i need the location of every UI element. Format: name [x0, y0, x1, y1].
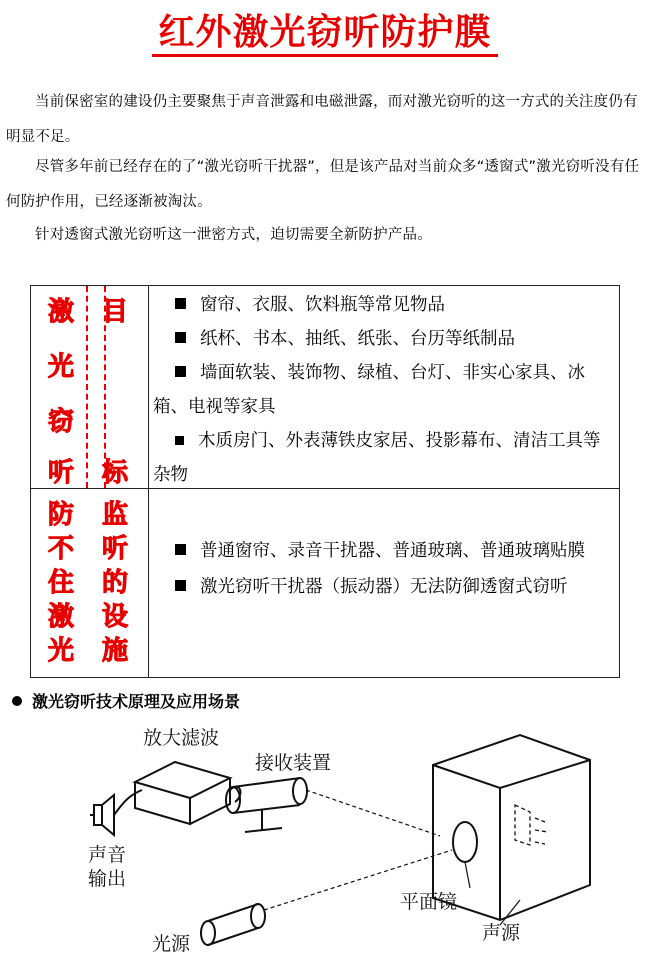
wire-line	[114, 790, 142, 815]
table-column-divider	[148, 286, 149, 677]
list-item	[153, 356, 613, 424]
row1-label-char: 目	[101, 297, 128, 327]
sound-output-label-line1: 声音	[88, 844, 127, 866]
reflected-beam-line	[306, 790, 440, 836]
source-label: 声源	[482, 922, 521, 944]
row2-label-char: 设	[101, 602, 128, 632]
row1-label-char: 标	[101, 458, 128, 488]
square-bullet-icon	[175, 436, 184, 445]
square-bullet-icon	[175, 580, 186, 591]
list-item	[153, 424, 613, 492]
amplifier-box-icon	[135, 762, 230, 824]
row2-label-char: 不	[47, 534, 74, 564]
speaker-icon	[90, 795, 114, 835]
row1-dashed-line-left	[86, 286, 88, 488]
square-bullet-icon	[175, 544, 186, 555]
list-item	[153, 322, 613, 356]
row1-label-char: 听	[47, 458, 74, 488]
square-bullet-icon	[175, 298, 186, 309]
intro-paragraph-3: 针对透窗式激光窃听这一泄密方式，迫切需要全新防护产品。	[35, 227, 432, 243]
row1-label-char: 光	[47, 352, 74, 382]
sound-source-icon	[515, 805, 548, 845]
row2-content	[153, 534, 613, 604]
amplifier-label: 放大滤波	[143, 727, 220, 749]
row2-label-char: 施	[101, 636, 128, 666]
mirror-label: 平面镜	[400, 891, 458, 913]
row1-label-char: 窃	[47, 407, 74, 437]
intro-paragraph-1: 当前保密室的建设仍主要聚焦于声音泄露和电磁泄露，而对激光窃听的这一方式的关注度仍有明显不足。	[6, 94, 638, 145]
light-source-label: 光源	[152, 933, 191, 955]
row1-label-right	[97, 286, 133, 488]
square-bullet-icon	[175, 366, 186, 377]
list-item	[153, 534, 613, 568]
light-source-tube-icon	[201, 904, 265, 945]
list-item-text: 激光窃听干扰器（振动器）无法防御透窗式窃听	[200, 577, 568, 597]
intro-paragraph-2: 尽管多年前已经存在的了“激光窃听干扰器”，但是该产品对当前众多“透窗式”激光窃听没有任何防护作用，已经逐渐被淘汰。	[6, 159, 640, 210]
row1-content	[153, 288, 613, 492]
list-item-text: 纸杯、书本、抽纸、纸张、台历等纸制品	[200, 329, 515, 349]
row2-label-char: 光	[47, 636, 74, 666]
row2-label-char: 监	[101, 500, 128, 530]
row1-label-char: 激	[47, 297, 74, 327]
sound-output-label-line2: 输出	[88, 868, 127, 890]
page-title-text: 红外激光窃听防护膜	[152, 12, 497, 57]
row2-label-char: 防	[47, 500, 74, 530]
square-bullet-icon	[175, 332, 186, 343]
comparison-table	[30, 285, 620, 678]
list-item	[153, 288, 613, 322]
receiver-label: 接收装置	[255, 752, 332, 774]
list-item	[153, 570, 613, 604]
row2-label-char: 激	[47, 602, 74, 632]
section-heading	[12, 689, 240, 712]
row1-label-left	[43, 286, 79, 488]
mirror-leader-line	[465, 862, 470, 888]
list-item-text: 木质房门、外表薄铁皮家居、投影幕布、清洁工具等杂物	[153, 431, 601, 485]
list-item-text: 窗帘、衣服、饮料瓶等常见物品	[200, 295, 445, 315]
row2-label-char: 的	[101, 568, 128, 598]
row2-label-char: 住	[47, 568, 74, 598]
section-heading-text: 激光窃听技术原理及应用场景	[32, 692, 241, 711]
receiver-tube-icon	[226, 778, 307, 832]
list-item-text: 普通窗帘、录音干扰器、普通玻璃、普通玻璃贴膜	[200, 541, 585, 561]
bullet-dot-icon	[12, 696, 22, 706]
row2-label-char: 听	[101, 534, 128, 564]
page-title	[0, 4, 650, 55]
list-item-text: 墙面软装、装饰物、绿植、台灯、非实心家具、冰箱、电视等家具	[153, 363, 585, 417]
laser-eavesdrop-diagram	[0, 720, 650, 955]
